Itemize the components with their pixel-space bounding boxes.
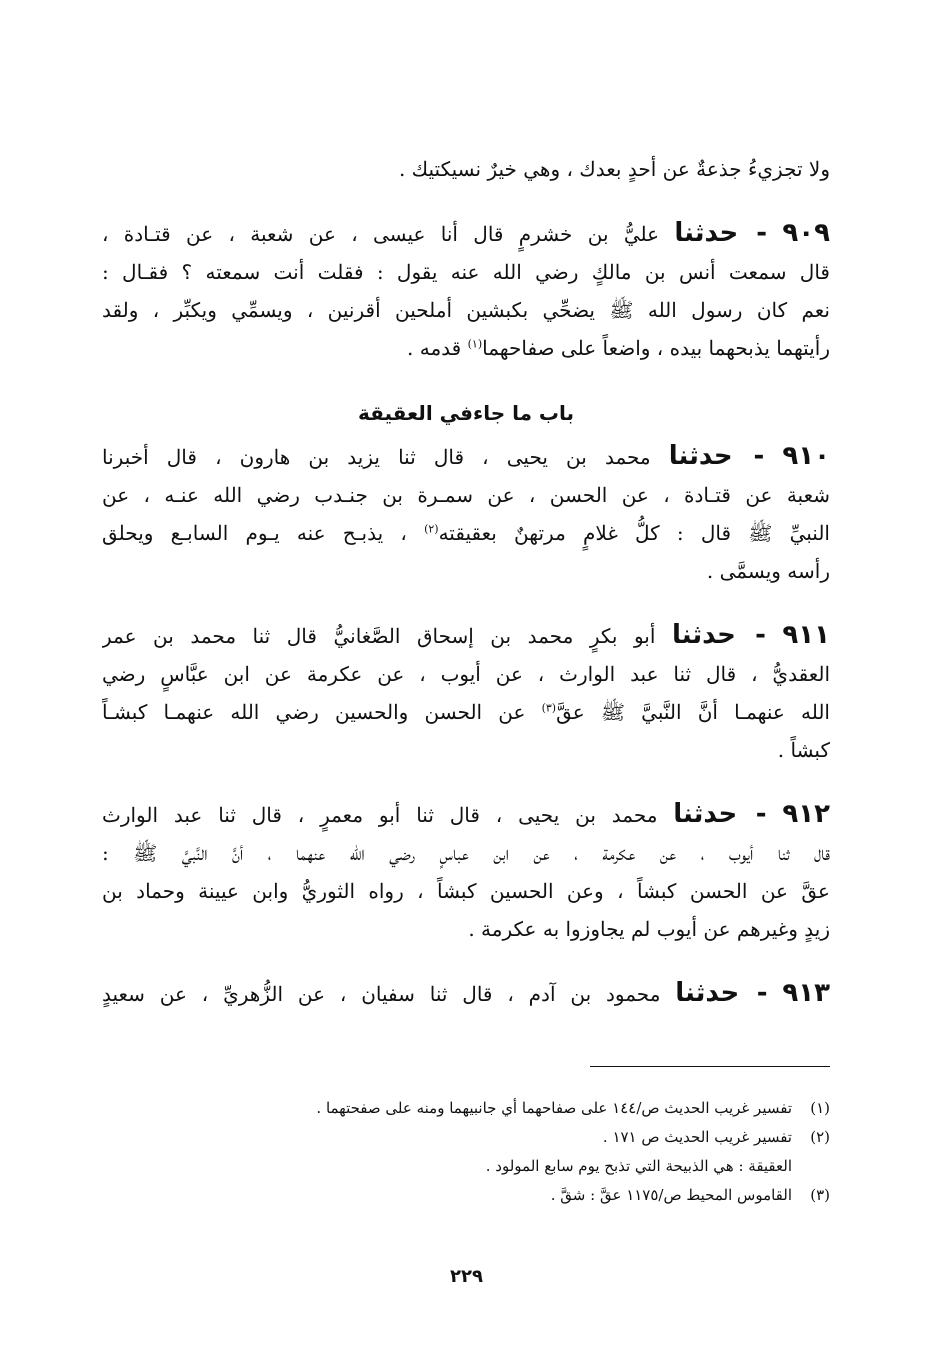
text-line: عن الحسن والحسين رضي الله عنهمـا كبشـاً xyxy=(102,700,542,724)
text-line: نعم كان رسول الله ﷺ يضحِّي بكبشين أملحين أقرنين ، ويسمِّي ويكبِّر ، ولقد xyxy=(102,298,830,322)
footnotes xyxy=(102,1094,830,1210)
footnote-divider xyxy=(590,1066,830,1067)
hadith-number: ٩١٢ xyxy=(782,799,830,829)
text-line: رأيتهما يذبحهما بيده ، واضعاً على صفاحهما xyxy=(482,336,830,360)
footnote-2 xyxy=(102,1123,830,1152)
footnote-number: (١) xyxy=(810,1099,830,1117)
hadith-909 xyxy=(102,214,830,367)
hadith-number: ٩٠٩ xyxy=(782,218,830,248)
text-line: زيدٍ وغيرهم عن أيوب لم يجاوزوا به عكرمة . xyxy=(468,917,830,941)
hadith-number: ٩١٠ xyxy=(782,441,830,471)
footnote-text: تفسير غريب الحديث ص/١٤٤ على صفاحهما أي جانبيهما ومنه على صفحتهما . xyxy=(316,1099,792,1117)
hadith-keyword: - حدثنا xyxy=(675,978,768,1008)
footnote-3 xyxy=(102,1181,830,1210)
text-line: محمود بن آدم ، قال ثنا سفيان ، عن الزُّهريِّ ، عن سعيدٍ xyxy=(102,982,661,1006)
hadith-number: ٩١١ xyxy=(782,620,830,650)
footnote-number: (٢) xyxy=(810,1128,830,1146)
text-line: كبشاً . xyxy=(777,738,830,762)
text-line: ، يذبـح عنه يـوم السابـع ويحلق xyxy=(102,521,425,545)
text-line: العقديُّ ، قال ثنا عبد الوارث ، عن أيوب ، عن عكرمة عن ابن عبَّاسٍ رضي xyxy=(102,662,830,686)
intro-paragraph xyxy=(102,150,830,188)
text-line: رأسه ويسمَّى . xyxy=(706,559,830,583)
text-line: قال سمعت أنس بن مالكٍ رضي الله عنه يقول : فقلت أنت سمعته ؟ فقـال : xyxy=(102,260,830,284)
hadith-keyword: - حدثنا xyxy=(668,441,765,471)
hadith-912 xyxy=(102,795,830,948)
hadith-913 xyxy=(102,974,830,1013)
footnote-text: تفسير غريب الحديث ص ١٧١ . xyxy=(602,1128,792,1146)
footnote-number: (٣) xyxy=(810,1186,830,1204)
text-line: محمد بن يحيى ، قال ثنا يزيد بن هارون ، قال أخبرنا xyxy=(102,445,651,469)
page-number: ٢٢٩ xyxy=(450,1266,483,1287)
text-line: الله عنهمـا أنَّ النَّبيَّ ﷺ عقَّ xyxy=(556,700,830,724)
hadith-keyword: - حدثنا xyxy=(674,218,768,248)
footnote-ref: (٣) xyxy=(541,701,557,715)
footnote-ref: (١) xyxy=(467,337,483,351)
hadith-911 xyxy=(102,616,830,769)
footnote-1 xyxy=(102,1094,830,1123)
footnote-text: القاموس المحيط ص/١١٧٥ عقَّ : شقَّ . xyxy=(550,1186,792,1204)
hadith-number: ٩١٣ xyxy=(782,978,830,1008)
hadith-910 xyxy=(102,437,830,590)
chapter-heading: باب ما جاءفي العقيقة xyxy=(357,401,575,425)
footnote-2-continuation: العقيقة : هي الذبيحة التي تذبح يوم سابع المولود . xyxy=(485,1157,792,1175)
hadith-keyword: - حدثنا xyxy=(673,799,767,829)
text-line: قدمه . xyxy=(407,336,468,360)
text-line: ولا تجزيءُ جذعةٌ عن أحدٍ بعدك ، وهي خيرٌ نسيكتيك . xyxy=(398,157,830,181)
text-line: عليُّ بن خشرمٍ قال أنا عيسى ، عن شعبة ، عن قتـادة ، xyxy=(102,222,660,246)
text-line: شعبة عن قتـادة ، عن الحسن ، عن سمـرة بن جنـدب رضي الله عنـه ، عن xyxy=(102,483,830,507)
footnote-ref: (٢) xyxy=(424,522,439,536)
hadith-keyword: - حدثنا xyxy=(671,620,766,650)
text-line: عقَّ عن الحسن كبشاً ، وعن الحسين كبشاً ، رواه الثوريُّ وابن عيينة وحماد بن xyxy=(102,879,830,903)
text-line: النبيِّ ﷺ قال : كلُّ غلامٍ مرتهنٌ بعقيقته xyxy=(438,521,830,545)
text-line: أبو بكرٍ محمد بن إسحاق الصَّغانيُّ قال ثنا محمد بن عمر xyxy=(102,624,656,648)
page-body xyxy=(102,150,830,1039)
text-line: قال ثنا أيوب ، عن عكرمة ، عن ابن عباسٍ رضي الله عنهما ، أنَّ النَّبيَّ ﷺ : xyxy=(102,841,830,865)
text-line: محمد بن يحيى ، قال ثنا أبو معمرٍ ، قال ثنا عبد الوارث xyxy=(102,803,658,827)
